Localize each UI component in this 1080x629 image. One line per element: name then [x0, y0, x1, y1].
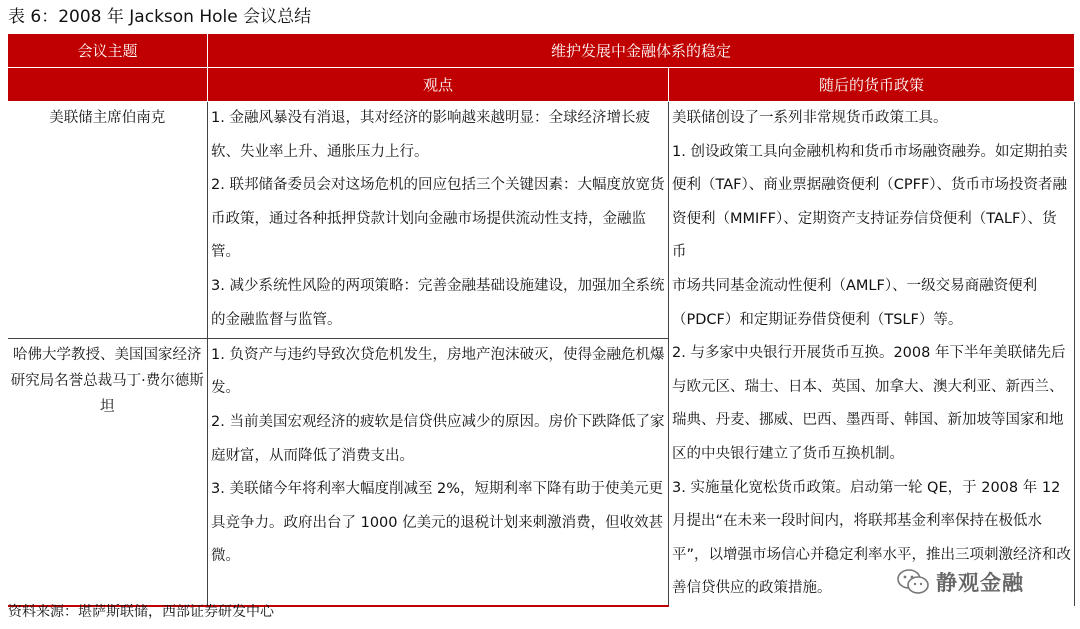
views-cell — [208, 338, 669, 606]
topic-cell: 美联储主席伯南克 — [8, 102, 208, 339]
views-cell — [208, 102, 669, 339]
policy-paragraph: 2. 与多家中央银行开展货币互换。2008 年下半年美联储先后与欧元区、瑞士、日本、英国、加拿大、澳大利亚、新西兰、瑞典、丹麦、挪威、巴西、墨西哥、韩国、新加坡等国家和地区的中央银行建立了货币互换机制。 — [672, 345, 1066, 462]
policy-paragraph: 市场共同基金流动性便利（AMLF）、一级交易商融资便利（PDCF）和定期证券借贷便利（TSLF）等。 — [672, 277, 1038, 328]
watermark-text: 静观金融 — [936, 571, 1024, 595]
summary-table — [7, 33, 1075, 607]
header-policy: 随后的货币政策 — [669, 68, 1075, 102]
table-row — [8, 102, 1075, 339]
table-caption: 表 6：2008 年 Jackson Hole 会议总结 — [8, 7, 312, 27]
view-paragraph: 3. 减少系统性风险的两项策略：完善金融基础设施建设，加强加全系统的金融监督与监管。 — [211, 277, 665, 328]
view-paragraph: 1. 金融风暴没有消退，其对经济的影响越来越明显：全球经济增长疲软、失业率上升、通胀压力上行。 — [211, 110, 650, 160]
header-row-1 — [8, 34, 1075, 68]
policy-paragraph: 1. 创设政策工具向金融机构和货币市场融资融券。如定期拍卖便利（TAF）、商业票据融资便利（CPFF）、货币市场投资者融资便利（MMIFF）、定期资产支持证券信贷便利（TALF）、货币 — [672, 143, 1068, 261]
view-paragraph: 2. 联邦储备委员会对这场危机的回应包括三个关键因素：大幅度放宽货币政策，通过各种抵押贷款计划向金融市场提供流动性支持，金融监管。 — [211, 177, 665, 261]
policy-cell — [669, 102, 1075, 606]
watermark — [896, 566, 1024, 598]
header-empty — [8, 68, 208, 102]
wechat-icon — [896, 567, 930, 597]
view-paragraph: 3. 美联储今年将利率大幅度削减至 2%，短期利率下降有助于使美元更具竞争力。政府出台了 1000 亿美元的退税计划来刺激消费，但收效甚微。 — [211, 481, 664, 565]
policy-paragraph: 3. 实施量化宽松货币政策。启动第一轮 QE，于 2008 年 12 月提出“在未来一段时间内，将联邦基金利率保持在极低水平”，以增强市场信心并稳定利率水平，推出三项刺激经济和改善信贷供应的政策措施。 — [672, 479, 1072, 597]
view-paragraph: 1. 负资产与违约导致次贷危机发生，房地产泡沫破灭，使得金融危机爆发。 — [211, 346, 665, 397]
view-paragraph: 2. 当前美国宏观经济的疲软是信贷供应减少的原因。房价下跌降低了家庭财富，从而降低了消费支出。 — [211, 413, 665, 464]
header-row-2 — [8, 68, 1075, 102]
topic-cell: 哈佛大学教授、美国国家经济研究局名誉总裁马丁·费尔德斯坦 — [8, 338, 208, 606]
source-note: 资料来源：堪萨斯联储，西部证券研发中心 — [8, 604, 274, 620]
header-views: 观点 — [208, 68, 669, 102]
policy-paragraph: 美联储创设了一系列非常规货币政策工具。 — [672, 110, 948, 126]
header-topic: 会议主题 — [8, 34, 208, 68]
header-theme: 维护发展中金融体系的稳定 — [208, 34, 1075, 68]
